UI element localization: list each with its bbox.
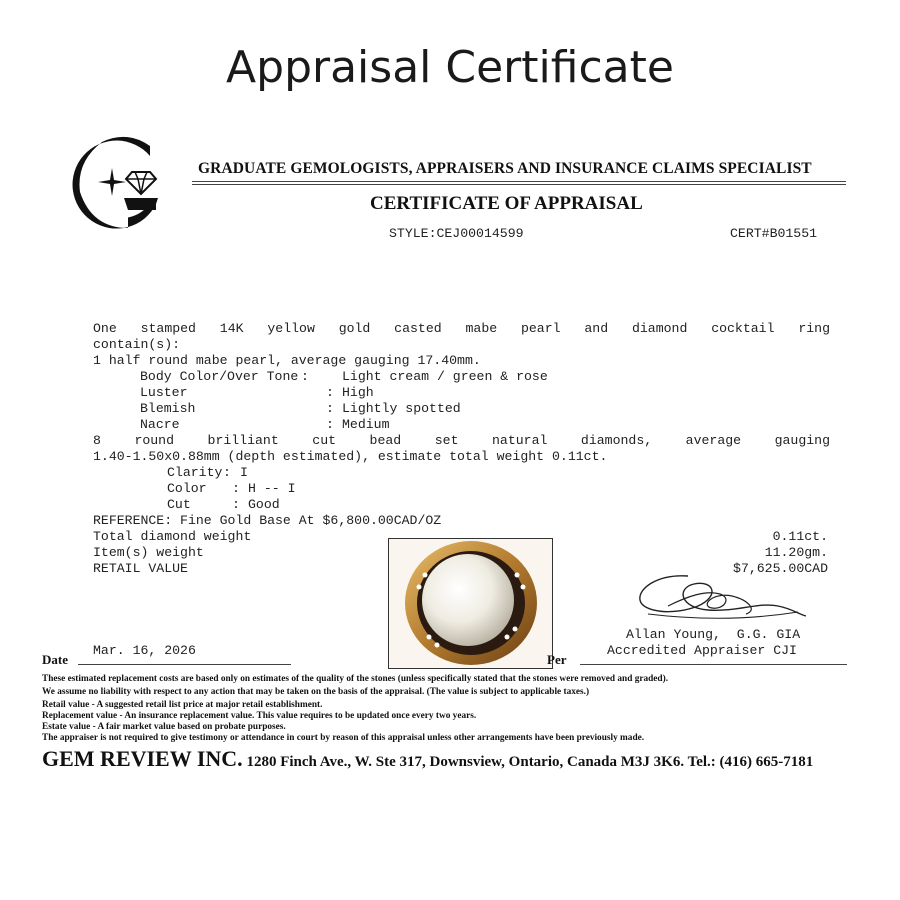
gemologist-logo-diamond-icon	[72, 132, 172, 232]
date-underline	[78, 664, 291, 665]
diamond-prop-value: Good	[248, 497, 280, 512]
reference-line: REFERENCE: Fine Gold Base At $6,800.00CAD/OZ	[93, 513, 442, 528]
diamond-prop-label: Clarity	[167, 465, 223, 480]
pearl-line: 1 half round mabe pearl, average gauging 17.40mm.	[93, 353, 481, 368]
issuer-heading: GRADUATE GEMOLOGISTS, APPRAISERS AND INSURANCE CLAIMS SPECIALIST	[198, 160, 812, 177]
pearl-prop-sep: :	[326, 417, 334, 432]
pearl-prop-label: Luster	[140, 385, 188, 400]
certificate-number: CERT#B01551	[730, 226, 818, 241]
pearl-ring-photo	[388, 538, 553, 669]
pearl-prop-sep: :	[326, 385, 334, 400]
pearl-prop-value: Medium	[342, 417, 390, 432]
date-value: Mar. 16, 2026	[93, 643, 196, 658]
appraiser-signature	[628, 566, 818, 628]
pearl-prop-value: Lightly spotted	[342, 401, 461, 416]
pearl-prop-value: High	[342, 385, 374, 400]
diamond-line: 8 round brilliant cut bead set natural diamonds, average gauging	[93, 433, 830, 448]
diamond-prop-label: Cut	[167, 497, 191, 512]
heading-divider	[192, 184, 846, 185]
summary-value: 11.20gm.	[764, 545, 828, 560]
pearl-prop-sep: :	[301, 369, 317, 384]
diamond-prop-value: H -- I	[248, 481, 296, 496]
disclaimer-line: The appraiser is not required to give testimony or attendance in court by reason of this appraisal unless other arrangements have been previously made.	[42, 733, 645, 743]
pearl-prop-label: Body Color/Over Tone	[140, 369, 299, 384]
signature-underline	[580, 664, 847, 665]
style-number: STYLE:CEJ00014599	[389, 226, 524, 241]
company-footer	[42, 746, 813, 772]
disclaimer-line: Retail value - A suggested retail list price at major retail establishment.	[42, 700, 323, 710]
diamond-prop-sep: :	[232, 497, 240, 512]
disclaimer-line: Estate value - A fair market value based on probate purposes.	[42, 722, 286, 732]
pearl-prop-label: Blemish	[140, 401, 196, 416]
retail-value: $7,625.00CAD	[733, 561, 828, 576]
company-name: GEM REVIEW INC.	[42, 746, 243, 771]
disclaimer-line: These estimated replacement costs are based only on estimates of the quality of the stones (unless specifically stated that the stones were removed and graded).	[42, 674, 669, 684]
disclaimer-line: We assume no liability with respect to any action that may be taken on the basis of the appraisal. (The value is subject to applicable taxes.)	[42, 687, 590, 697]
pearl-prop-sep: :	[326, 401, 334, 416]
summary-label: Total diamond weight	[93, 529, 252, 544]
summary-label: Item(s) weight	[93, 545, 204, 560]
pearl-prop-label: Nacre	[140, 417, 180, 432]
diamond-line-cont: 1.40-1.50x0.88mm (depth estimated), estimate total weight 0.11ct.	[93, 449, 608, 464]
disclaimer-line: Replacement value - An insurance replacement value. This value requires to be updated once every two years.	[42, 711, 477, 721]
appraiser-title: Accredited Appraiser CJI	[607, 643, 797, 658]
heading-divider	[192, 181, 846, 182]
summary-label: RETAIL VALUE	[93, 561, 188, 576]
page-title: Appraisal Certificate	[226, 42, 674, 93]
certificate-title: CERTIFICATE OF APPRAISAL	[370, 193, 643, 214]
item-description-cont: contain(s):	[93, 337, 181, 352]
date-label: Date	[42, 652, 68, 667]
appraiser-name: Allan Young, G.G. GIA	[626, 627, 801, 642]
diamond-prop-label: Color	[167, 481, 207, 496]
diamond-prop-value: I	[240, 465, 248, 480]
company-address: 1280 Finch Ave., W. Ste 317, Downsview, Ontario, Canada M3J 3K6. Tel.: (416) 665-7181	[242, 754, 814, 770]
pearl-prop-value: Light cream / green & rose	[342, 369, 548, 384]
summary-value: 0.11ct.	[772, 529, 828, 544]
diamond-prop-sep: :	[223, 465, 239, 480]
item-description: One stamped 14K yellow gold casted mabe pearl and diamond cocktail ring	[93, 321, 830, 336]
diamond-prop-sep: :	[232, 481, 240, 496]
per-label: Per	[547, 652, 567, 667]
